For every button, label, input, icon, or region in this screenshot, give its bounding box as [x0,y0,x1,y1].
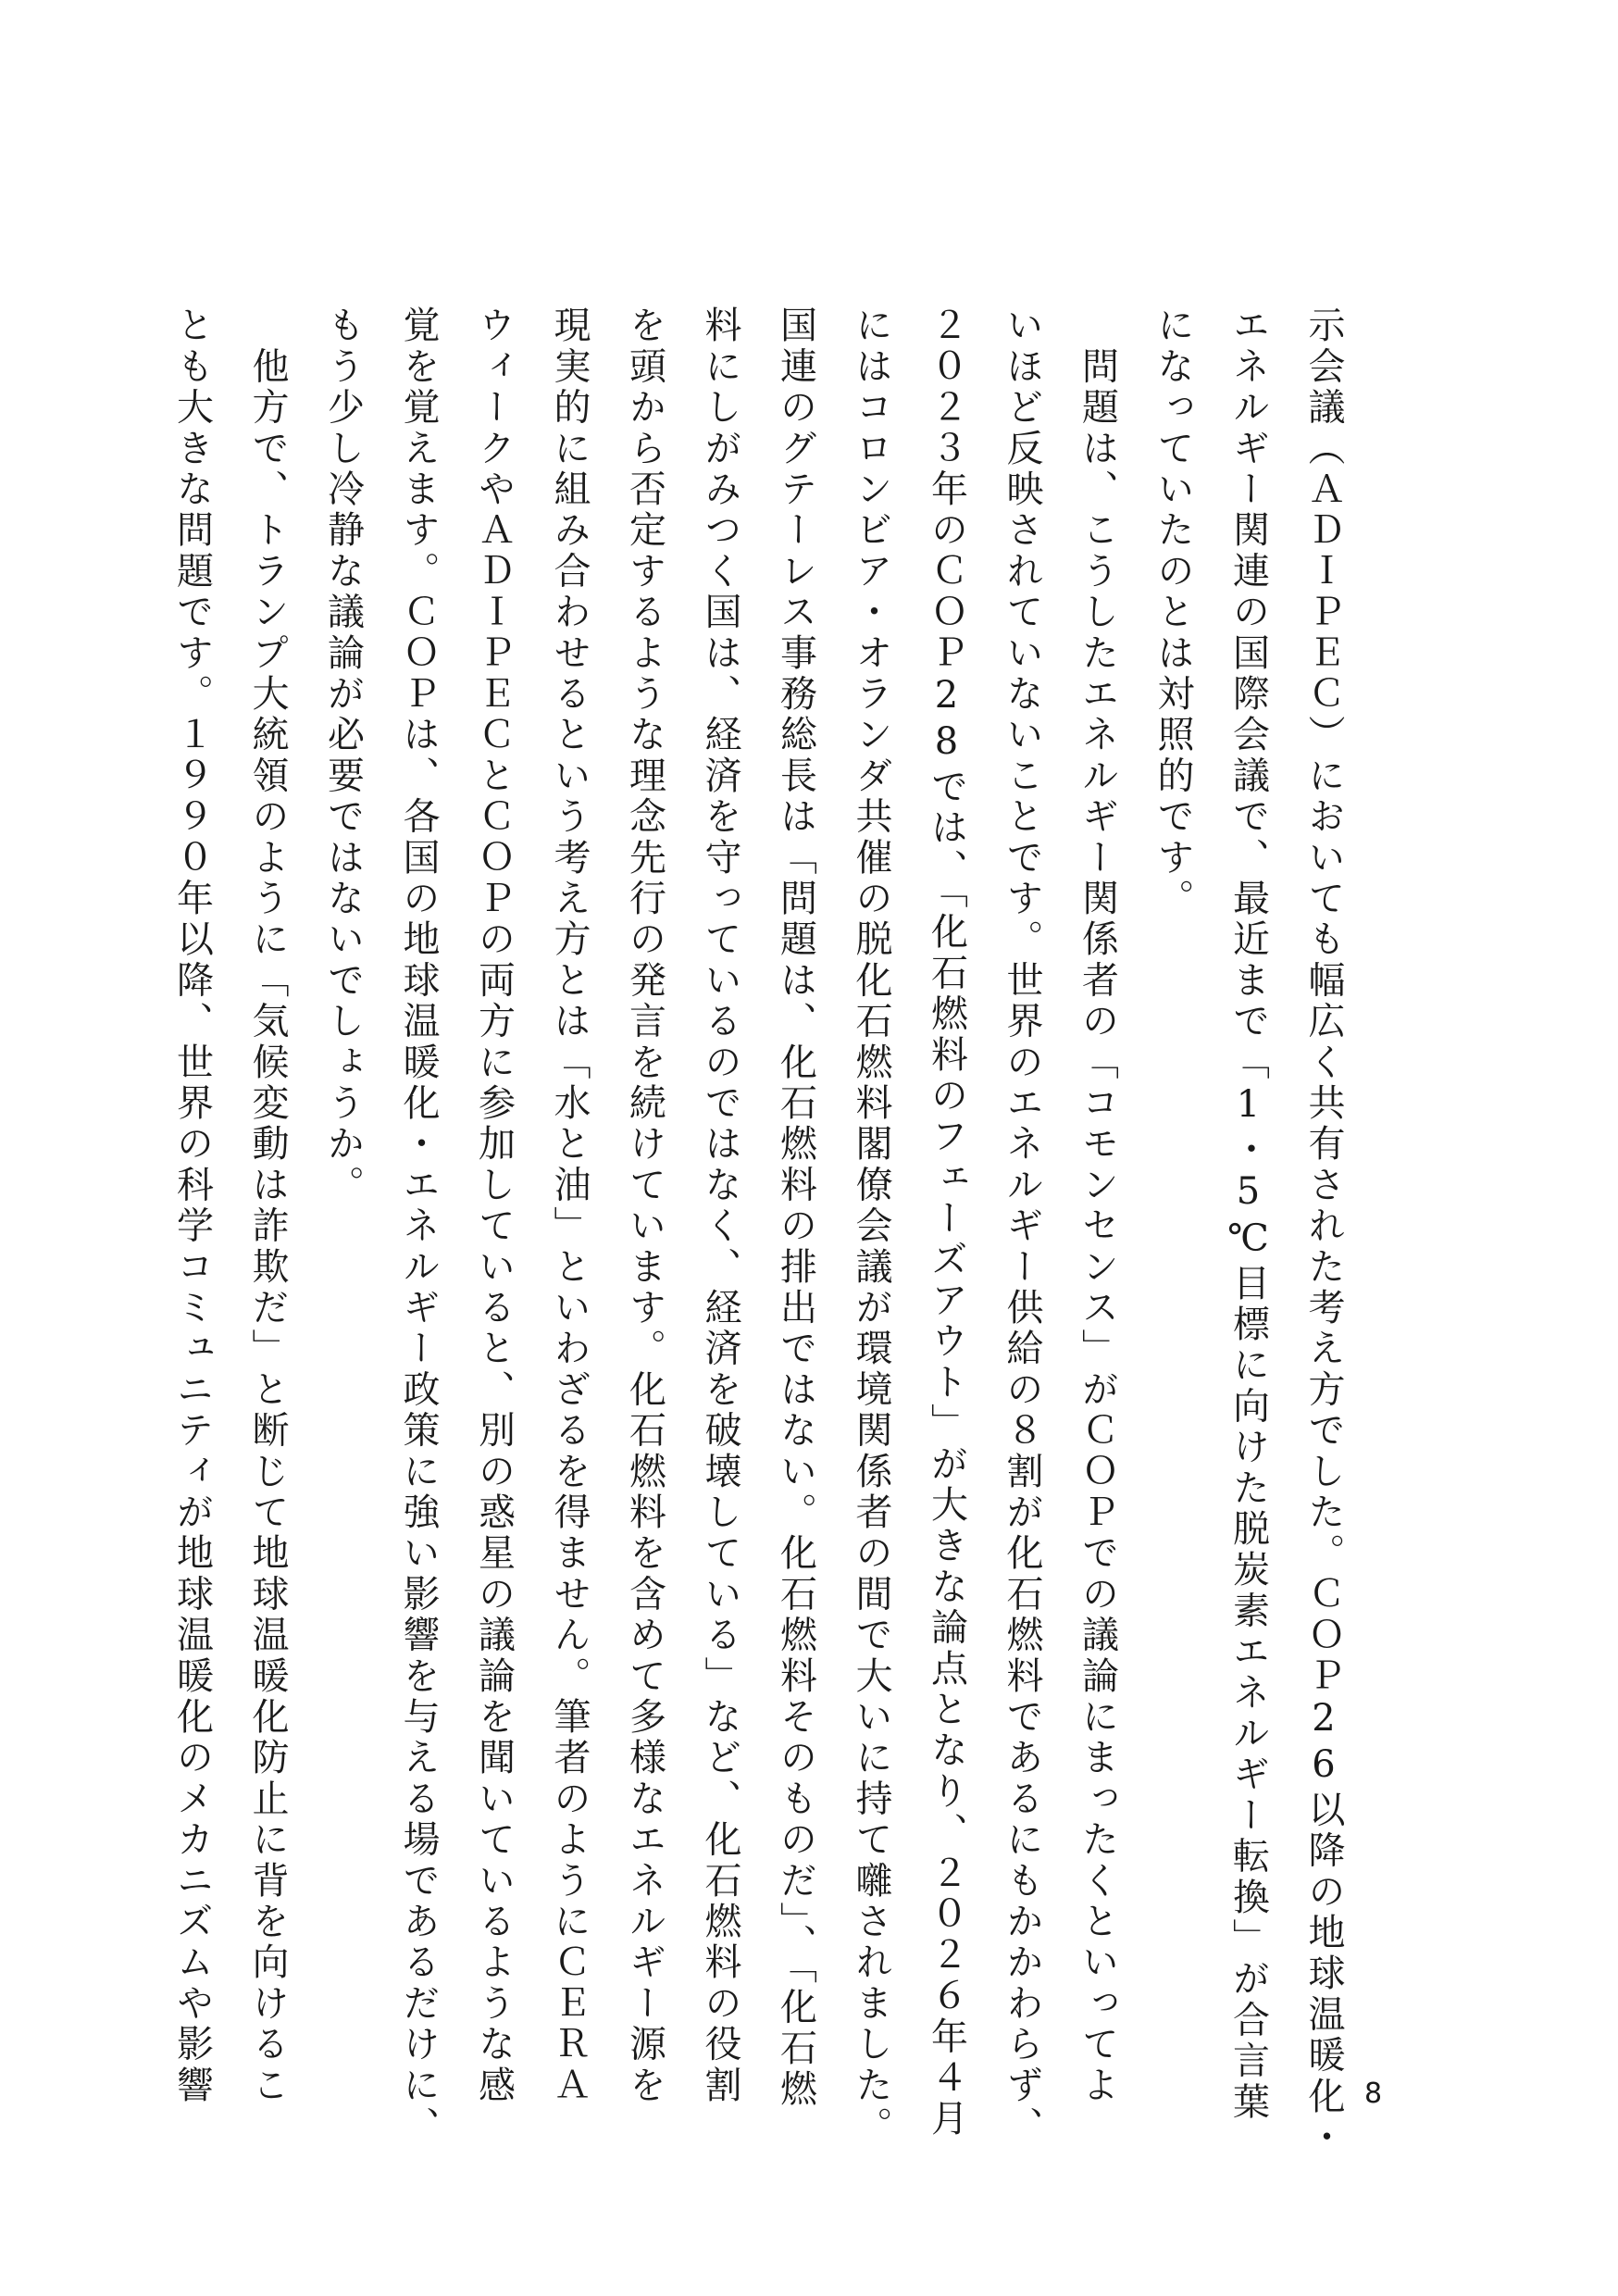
text-line: を頭から否定するような理念先行の発言を続けています。化石燃料を含めて多様なエネルギー源を [623,306,666,2106]
text-line: とも大きな問題です。１９９０年以降、世界の科学コミュニティが地球温暖化のメカニズムや影響 [170,306,214,2106]
text-line: エネルギー関連の国際会議で、最近まで「1・5℃目標に向けた脱炭素エネルギー転換」が合言葉 [1226,306,1270,2123]
text-line: 他方で、トランプ大統領のように「気候変動は詐欺だ」と断じて地球温暖化防止に背を向けるこ [246,306,289,2106]
text-line: にはコロンビア・オランダ共催の脱化石燃料閣僚会議が環境関係者の間で大いに持て囃されました。 [850,306,892,2147]
text-line: 現実的に組み合わせるという考え方とは「水と油」といわざるを得ません。筆者のようにＣＥＲＡ [548,306,591,2106]
text-line: 示会議（ＡＤＩＰＥＣ）においても幅広く共有された考え方でした。ＣＯＰ26以降の地球温暖化・ [1302,306,1345,2158]
text-line: 料にしがみつく国は、経済を守っているのではなく、経済を破壊している」など、化石燃料の役割 [699,306,741,2106]
page-number: 8 [1364,2078,1383,2110]
text-line: ２０２３年のＣＯＰ28では、「化石燃料のフェーズアウト」が大きな論点となり、２０２６年４月 [925,306,968,2140]
text-line: もう少し冷静な議論が必要ではないでしょうか。 [321,306,365,1206]
text-line: になっていたのとは対照的です。 [1151,306,1194,919]
text-line: 国連のグテーレス事務総長は「問題は、化石燃料の排出ではない。化石燃料そのものだ」、「化石燃 [774,306,817,2110]
text-line: ウィークやＡＤＩＰＥＣとＣＯＰの両方に参加していると、別の惑星の議論を聞いているような感 [472,306,516,2106]
text-line: 問題は、こうしたエネルギー関係者の「コモンセンス」がＣＯＰでの議論にまったくといってよ [1076,306,1119,2106]
text-line: 覚を覚えます。ＣＯＰは、各国の地球温暖化・エネルギー政策に強い影響を与える場であるだけに、 [397,306,440,2147]
body-text [170,306,1361,2158]
text-line: いほど反映されていないことです。世界のエネルギー供給の８割が化石燃料であるにもかかわらず、 [1001,306,1043,2147]
